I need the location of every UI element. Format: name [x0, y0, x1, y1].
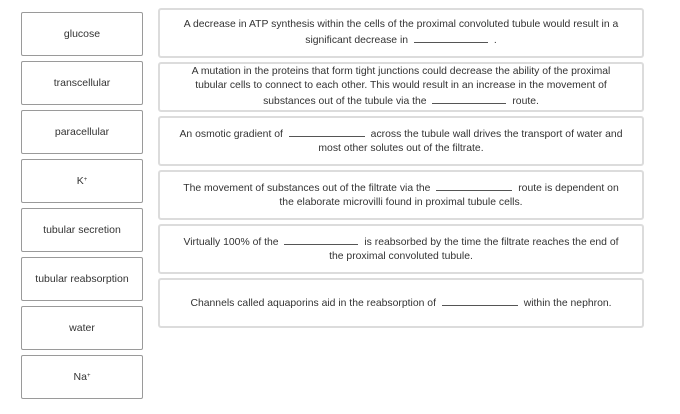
term-bank [21, 12, 143, 404]
statement-1[interactable] [158, 8, 644, 58]
statement-text-before: An osmotic gradient of [179, 129, 283, 140]
statement-text-before: Virtually 100% of the [183, 237, 279, 248]
statement-text-after: route. [512, 96, 539, 107]
statement-text-after: . [493, 35, 497, 46]
term-label: water [69, 322, 95, 334]
statement-5[interactable] [158, 224, 644, 274]
term-transcellular[interactable] [21, 61, 143, 105]
term-label: tubular reabsorption [35, 273, 129, 285]
term-water[interactable] [21, 306, 143, 350]
statement-3[interactable] [158, 116, 644, 166]
statement-text-after: is reabsorbed by the time the filtrate reaches the end of the proximal convoluted tubule. [329, 237, 619, 262]
answer-blank[interactable] [436, 180, 512, 191]
statement-text-before: The movement of substances out of the filtrate via the [183, 183, 431, 194]
statement-4[interactable] [158, 170, 644, 220]
statement-2[interactable] [158, 62, 644, 112]
answer-blank[interactable] [284, 234, 358, 245]
answer-blank[interactable] [432, 93, 506, 104]
term-sodium[interactable]: Na + [21, 355, 143, 399]
answer-blank[interactable] [289, 126, 365, 137]
statement-text-after: route is dependent on the elaborate microvilli found in proximal tubule cells. [279, 183, 619, 208]
statement-text-before: A mutation in the proteins that form tight junctions could decrease the ability of the proximal tubular cells to connect to each other. This would result in an increase in the movement of substances out of the tubule via the [191, 66, 611, 107]
statement-list [158, 8, 644, 332]
term-paracellular[interactable] [21, 110, 143, 154]
term-tubular-secretion[interactable] [21, 208, 143, 252]
statement-text-after: within the nephron. [523, 298, 612, 309]
term-label: glucose [63, 28, 101, 40]
term-label: K [76, 175, 84, 187]
statement-text [178, 65, 624, 109]
statement-text [178, 126, 624, 156]
statement-text [190, 295, 611, 311]
statement-text-before: A decrease in ATP synthesis within the cells of the proximal convoluted tubule would result in a significant decrease in [183, 19, 619, 46]
term-label: paracellular [54, 126, 110, 138]
term-tubular-reabsorption[interactable] [21, 257, 143, 301]
term-label: Na [73, 371, 87, 383]
statement-text-after: across the tubule wall drives the transport of water and most other solutes out of the filtrate. [318, 129, 623, 154]
term-label: transcellular [53, 77, 111, 89]
term-label: tubular secretion [43, 224, 121, 236]
answer-blank[interactable] [442, 295, 518, 306]
statement-text [178, 234, 624, 264]
term-potassium[interactable]: K + [21, 159, 143, 203]
term-glucose[interactable] [21, 12, 143, 56]
statement-text [178, 180, 624, 210]
statement-text [178, 18, 624, 48]
statement-6[interactable] [158, 278, 644, 328]
answer-blank[interactable] [414, 32, 488, 43]
statement-text-before: Channels called aquaporins aid in the reabsorption of [190, 298, 436, 309]
